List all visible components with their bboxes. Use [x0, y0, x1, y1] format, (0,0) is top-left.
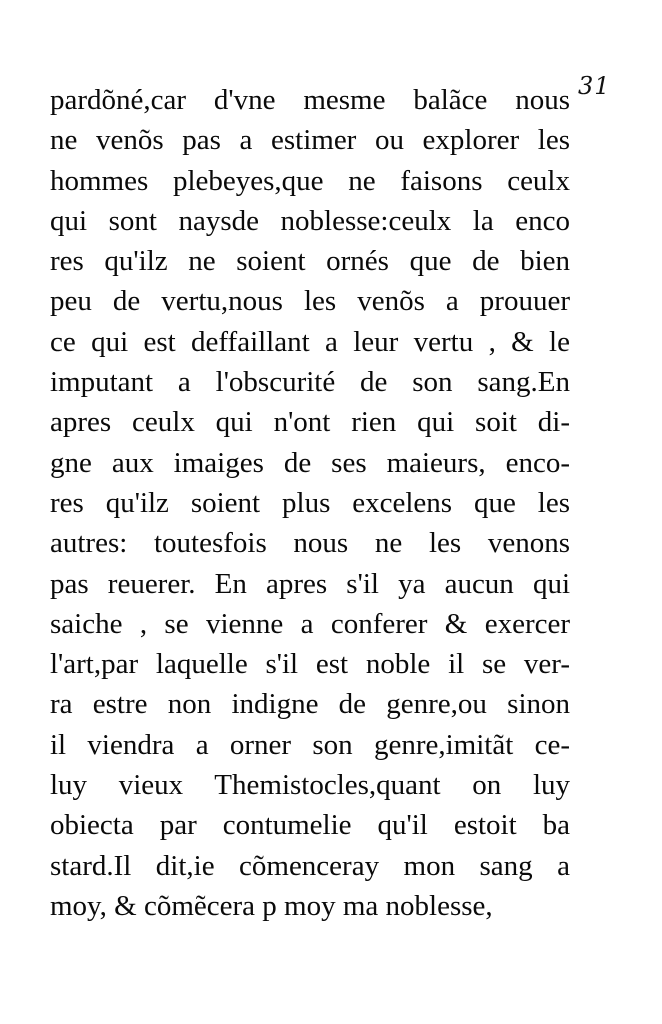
text-line: apres ceulx qui n'ont rien qui soit di-: [50, 406, 570, 439]
text-line: gne aux imaiges de ses maieurs, enco-: [50, 446, 570, 479]
text-line: res qu'ilz ne soient ornés que de bien: [50, 245, 570, 278]
text-line: ce qui est deffaillant a leur vertu , & le: [50, 325, 570, 358]
text-line: stard.Il dit,ie cõmenceray mon sang a: [50, 849, 570, 882]
text-line: imputant a l'obscurité de son sang.En: [50, 366, 570, 399]
text-line: ra estre non indigne de genre,ou sinon: [50, 688, 570, 721]
text-line: pas reuerer. En apres s'il ya aucun qui: [50, 567, 570, 600]
text-line: res qu'ilz soient plus excelens que les: [50, 486, 570, 519]
text-line: qui sont naysde noblesse:ceulx la enco: [50, 204, 570, 237]
text-line: moy, & cõmẽcera p moy ma noblesse,: [50, 889, 493, 922]
text-line: luy vieux Themistocles,quant on luy: [50, 769, 570, 802]
text-line: hommes plebeyes,que ne faisons ceulx: [50, 164, 570, 197]
text-line: l'art,par laquelle s'il est noble il se ver-: [50, 648, 570, 681]
text-line: autres: toutesfois nous ne les venons: [50, 527, 570, 560]
text-line: ne venõs pas a estimer ou explorer les: [50, 124, 570, 157]
text-line: il viendra a orner son genre,imitãt ce-: [50, 728, 570, 761]
text-line: obiecta par contumelie qu'il estoit ba: [50, 809, 570, 842]
body-text: [50, 80, 570, 926]
text-line: pardõné,car d'vne mesme balãce nous: [50, 84, 570, 116]
text-line: peu de vertu,nous les venõs a prouuer: [50, 285, 570, 318]
text-line: saiche , se vienne a conferer & exercer: [50, 607, 570, 640]
page-number: 31: [578, 72, 611, 100]
